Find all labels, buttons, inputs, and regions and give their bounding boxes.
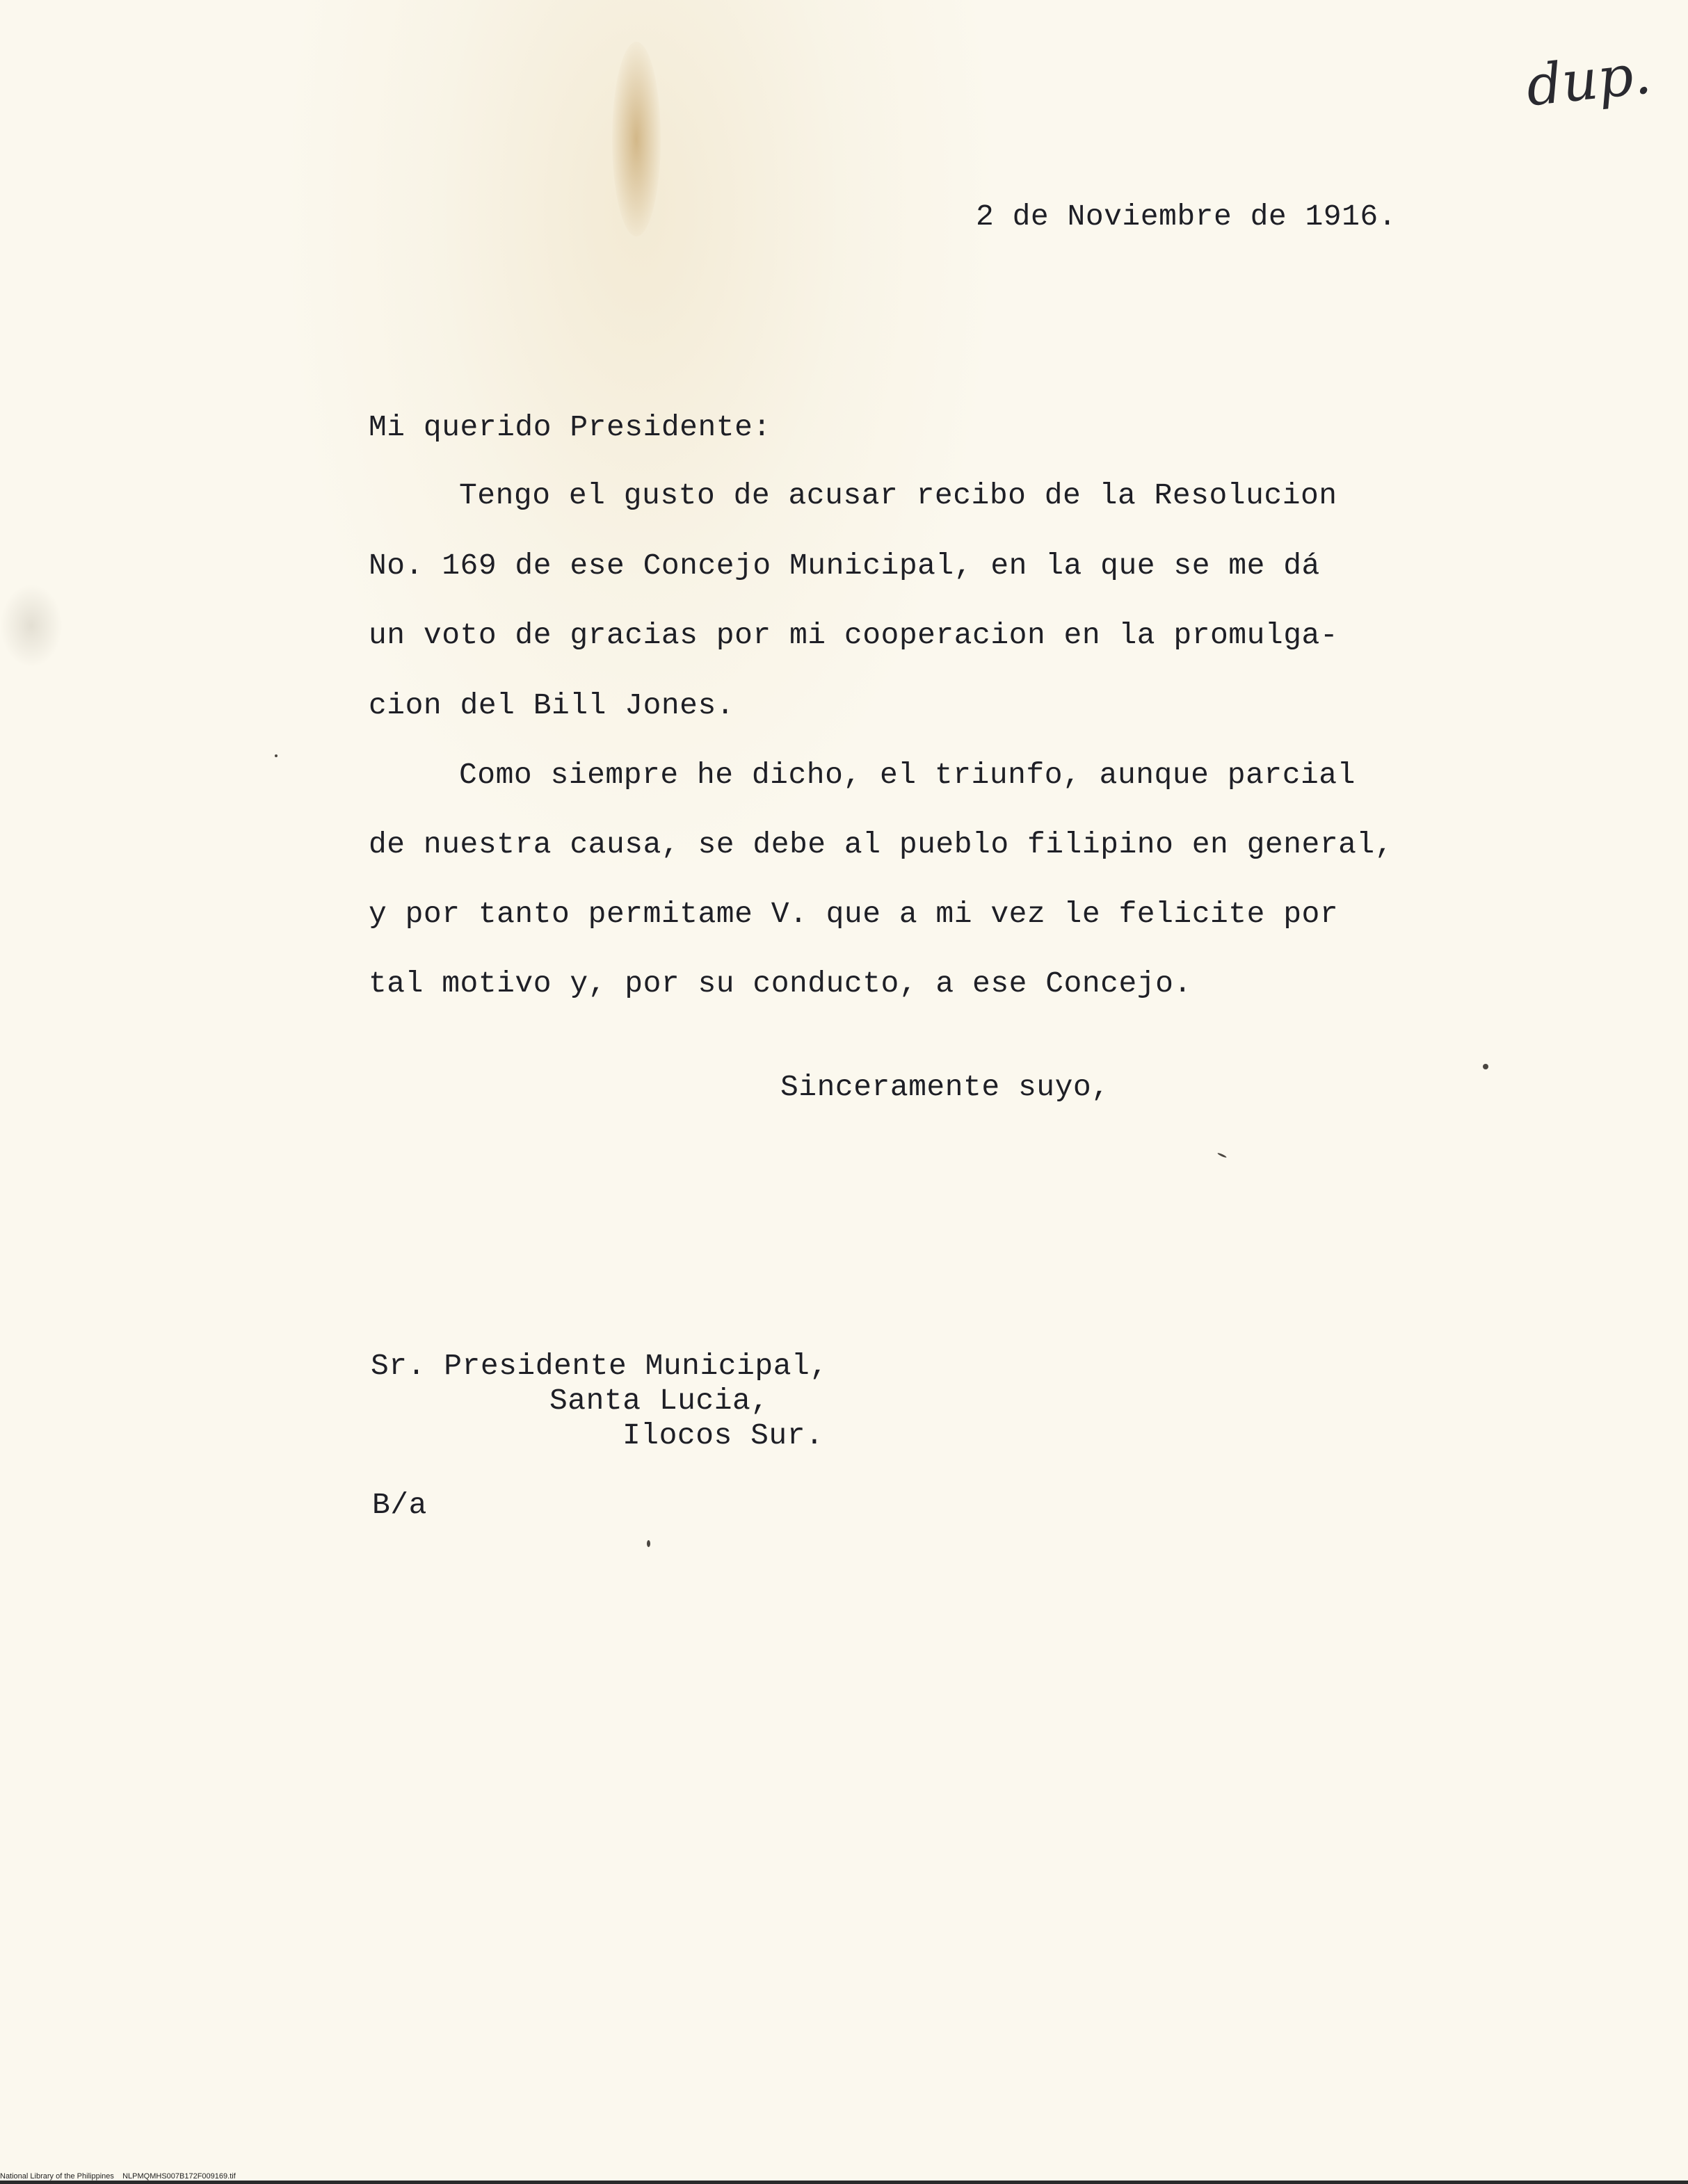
address-line: Ilocos Sur.	[622, 1418, 824, 1453]
body-line: No. 169 de ese Concejo Municipal, en la que se me dá	[369, 549, 1320, 583]
salutation: Mi querido Presidente:	[369, 410, 771, 444]
body-line: tal motivo y, por su conducto, a ese Concejo.	[369, 966, 1192, 1001]
address-line: Santa Lucia,	[549, 1384, 769, 1418]
letter-date: 2 de Noviembre de 1916.	[976, 200, 1397, 234]
paper-stain	[612, 42, 661, 236]
body-line: y por tanto permitame V. que a mi vez le felicite por	[369, 897, 1339, 931]
body-line: Como siempre he dicho, el triunfo, aunque parcial	[459, 758, 1356, 792]
file-id: NLPMQMHS007B172F009169.tif	[122, 2172, 236, 2181]
paper-speck	[647, 1540, 650, 1547]
paper-stain	[0, 584, 63, 668]
handwritten-note: dup.	[1523, 41, 1655, 119]
body-line: cion del Bill Jones.	[369, 688, 735, 722]
body-line: Tengo el gusto de acusar recibo de la Resolucion	[459, 478, 1337, 512]
address-line: Sr. Presidente Municipal,	[371, 1349, 828, 1383]
closing: Sinceramente suyo,	[780, 1070, 1110, 1104]
archive-label: National Library of the Philippines	[0, 2172, 114, 2181]
paper-speck	[1483, 1064, 1488, 1069]
paper-speck	[275, 754, 278, 757]
body-line: de nuestra causa, se debe al pueblo filipino en general,	[369, 827, 1394, 862]
typist-initials: B/a	[372, 1488, 427, 1522]
footer-rule	[0, 2181, 1688, 2184]
body-line: un voto de gracias por mi cooperacion en la promulga-	[369, 618, 1339, 652]
archive-footer	[0, 2172, 236, 2181]
